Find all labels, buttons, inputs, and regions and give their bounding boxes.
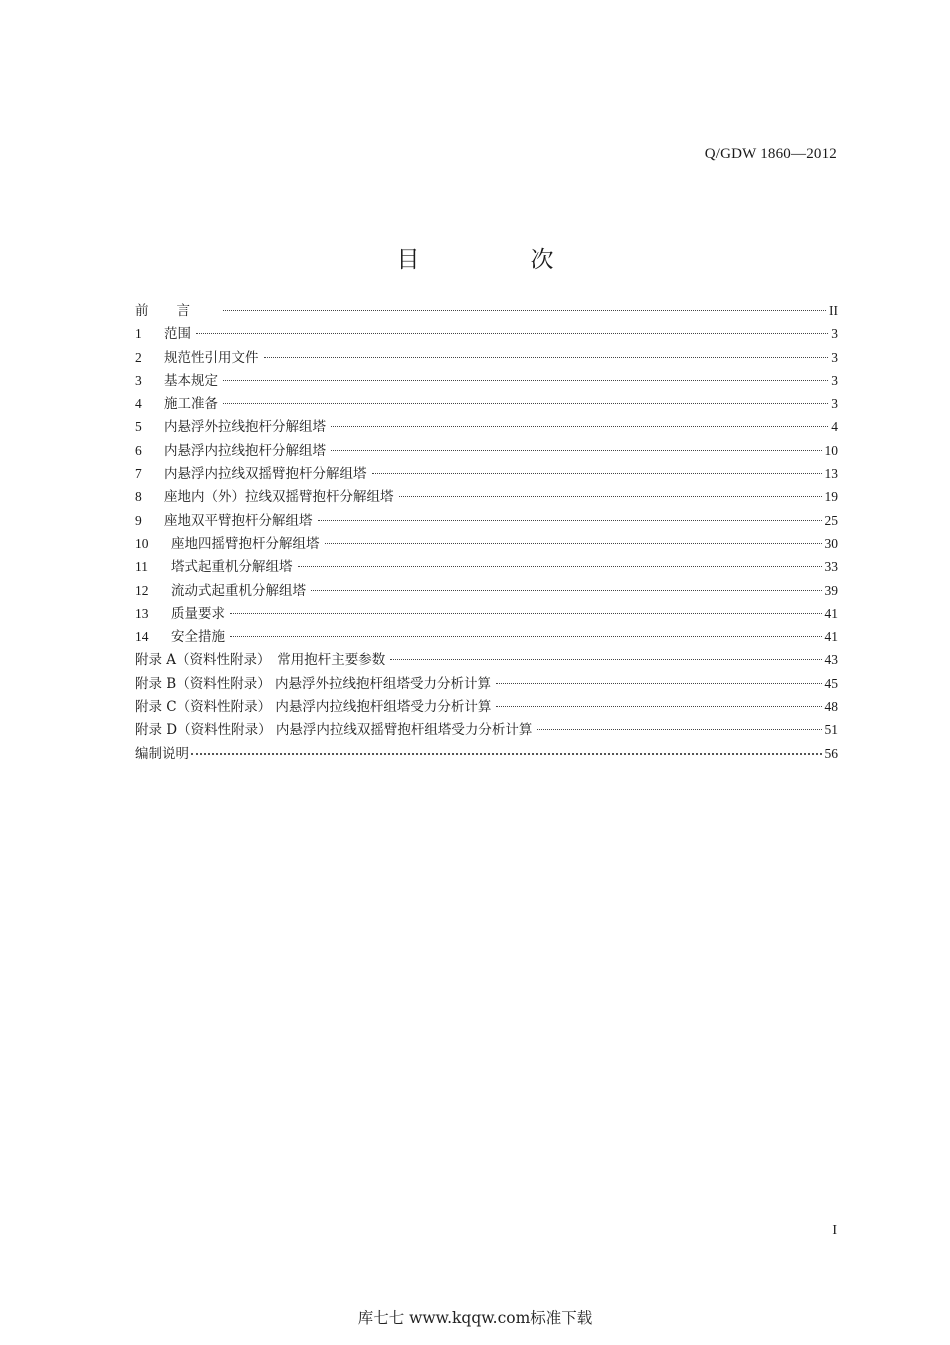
toc-leader-dots (399, 496, 822, 497)
toc-entry-1[interactable] (135, 322, 838, 345)
toc-entry-explanation[interactable] (135, 742, 838, 765)
toc-entry-page: 41 (824, 629, 838, 645)
toc-entry-5[interactable] (135, 415, 838, 438)
toc-entry-page: 48 (824, 699, 838, 715)
toc-leader-dots (223, 380, 828, 381)
toc-entry-appendix-b[interactable] (135, 672, 838, 695)
toc-entry-13[interactable] (135, 602, 838, 625)
toc-entry-page: 10 (824, 442, 838, 458)
toc-entry-12[interactable] (135, 579, 838, 602)
toc-leader-dots (390, 659, 821, 660)
toc-entry-text: 附录 A（资料性附录） 常用抱杆主要参数 (135, 652, 386, 669)
toc-entry-11[interactable] (135, 555, 838, 578)
toc-leader-dots (331, 426, 828, 427)
toc-leader-dots (311, 590, 822, 591)
toc-entry-9[interactable] (135, 509, 838, 532)
toc-entry-page: II (829, 303, 838, 318)
toc-leader-dots (331, 450, 822, 451)
toc-entry-text: 内悬浮外拉线抱杆分解组塔 (164, 419, 326, 436)
toc-entry-page: 3 (831, 349, 838, 365)
toc-leader-dots (223, 403, 828, 404)
toc-leader-dots (318, 520, 822, 521)
toc-leader-dots (264, 357, 829, 358)
table-of-contents (135, 299, 838, 765)
toc-entry-foreword[interactable] (135, 299, 838, 322)
toc-entry-number: 2 (135, 349, 142, 365)
toc-entry-number: 14 (135, 629, 149, 645)
toc-entry-number: 9 (135, 512, 142, 528)
toc-title: 目 次 (396, 247, 598, 274)
toc-leader-dots (537, 729, 821, 730)
toc-entry-page: 3 (831, 372, 838, 388)
toc-leader-dots (191, 753, 822, 755)
toc-entry-text: 前言 (135, 303, 218, 319)
toc-entry-text: 塔式起重机分解组塔 (171, 559, 293, 576)
standard-code: Q/GDW 1860—2012 (704, 146, 837, 162)
toc-entry-page: 33 (824, 559, 838, 575)
toc-entry-text: 内悬浮内拉线双摇臂抱杆分解组塔 (164, 466, 367, 483)
toc-entry-number: 4 (135, 396, 142, 412)
toc-entry-number: 1 (135, 326, 142, 342)
toc-entry-text: 附录 B（资料性附录） 内悬浮外拉线抱杆组塔受力分析计算 (135, 675, 492, 692)
page-number: I (832, 1223, 837, 1238)
toc-entry-page: 30 (824, 535, 838, 551)
toc-entry-page: 39 (824, 582, 838, 598)
toc-entry-text: 座地双平臂抱杆分解组塔 (164, 512, 313, 529)
toc-entry-number: 13 (135, 605, 149, 621)
toc-leader-dots (196, 333, 828, 334)
toc-entry-text: 基本规定 (164, 372, 218, 389)
toc-entry-text: 安全措施 (171, 629, 225, 646)
toc-entry-page: 4 (831, 419, 838, 435)
toc-entry-number: 10 (135, 535, 149, 551)
toc-entry-page: 51 (824, 722, 838, 738)
toc-entry-page: 19 (824, 489, 838, 505)
toc-entry-text: 范围 (164, 326, 191, 343)
toc-entry-page: 45 (824, 675, 838, 691)
toc-entry-7[interactable] (135, 462, 838, 485)
toc-leader-dots (230, 613, 822, 614)
toc-entry-text: 施工准备 (164, 396, 218, 413)
toc-entry-appendix-a[interactable] (135, 648, 838, 671)
toc-entry-appendix-d[interactable] (135, 718, 838, 741)
toc-entry-number: 3 (135, 372, 142, 388)
toc-entry-10[interactable] (135, 532, 838, 555)
toc-entry-number: 12 (135, 582, 149, 598)
toc-entry-appendix-c[interactable] (135, 695, 838, 718)
toc-leader-dots (372, 473, 822, 474)
toc-entry-number: 5 (135, 419, 142, 435)
toc-entry-text: 规范性引用文件 (164, 349, 259, 366)
toc-entry-page: 3 (831, 326, 838, 342)
toc-entry-number: 8 (135, 489, 142, 505)
footer-watermark: 库七七 www.kqqw.com标准下载 (357, 1309, 593, 1327)
toc-entry-2[interactable] (135, 346, 838, 369)
toc-leader-dots (325, 543, 822, 544)
toc-entry-page: 41 (824, 605, 838, 621)
toc-entry-text: 附录 D（资料性附录） 内悬浮内拉线双摇臂抱杆组塔受力分析计算 (135, 722, 533, 739)
toc-entry-page: 13 (824, 466, 838, 482)
toc-entry-text: 内悬浮内拉线抱杆分解组塔 (164, 442, 326, 459)
toc-leader-dots (496, 706, 821, 707)
toc-entry-page: 56 (824, 745, 838, 761)
toc-entry-text: 座地内（外）拉线双摇臂抱杆分解组塔 (164, 489, 394, 506)
toc-leader-dots (230, 636, 822, 637)
toc-entry-text: 座地四摇臂抱杆分解组塔 (171, 535, 320, 552)
toc-entry-page: 3 (831, 396, 838, 412)
toc-entry-4[interactable] (135, 392, 838, 415)
toc-entry-number: 11 (135, 559, 148, 575)
toc-entry-text: 质量要求 (171, 605, 225, 622)
toc-leader-dots (496, 683, 821, 684)
toc-entry-3[interactable] (135, 369, 838, 392)
toc-entry-8[interactable] (135, 485, 838, 508)
toc-entry-text: 流动式起重机分解组塔 (171, 582, 306, 599)
toc-entry-14[interactable] (135, 625, 838, 648)
toc-leader-dots (223, 310, 826, 311)
toc-entry-number: 6 (135, 442, 142, 458)
toc-entry-page: 43 (824, 652, 838, 668)
toc-entry-page: 25 (824, 512, 838, 528)
toc-leader-dots (298, 566, 822, 567)
toc-entry-text: 附录 C（资料性附录） 内悬浮内拉线抱杆组塔受力分析计算 (135, 699, 492, 716)
toc-entry-text: 编制说明 (135, 745, 189, 762)
toc-entry-number: 7 (135, 466, 142, 482)
toc-entry-6[interactable] (135, 439, 838, 462)
